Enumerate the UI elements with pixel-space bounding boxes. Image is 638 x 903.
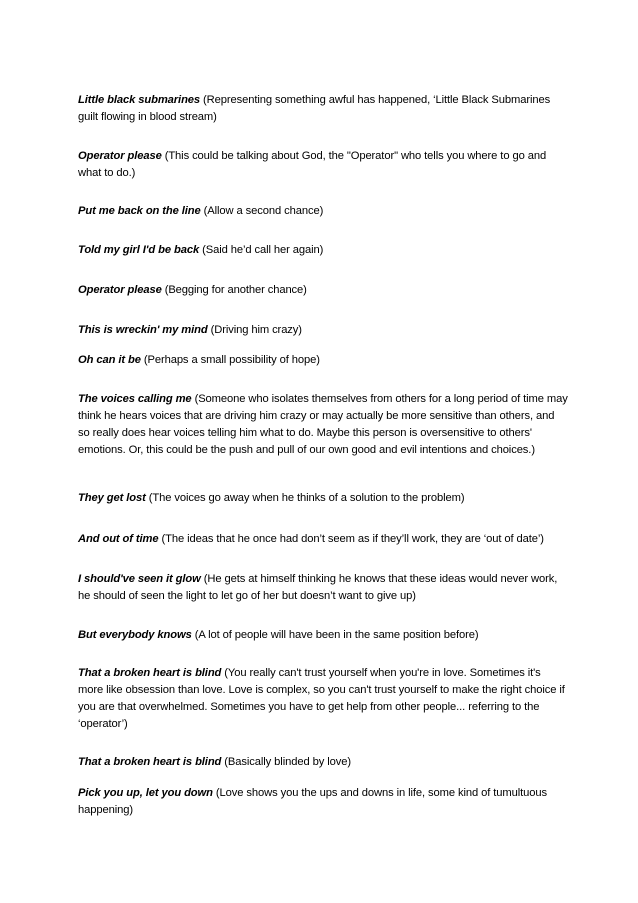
lyric-note: (Said he’d call her again) xyxy=(199,244,324,256)
lyric-note: (Begging for another chance) xyxy=(161,284,307,296)
lyric-note: (A lot of people will have been in the same position before) xyxy=(191,629,479,641)
lyric-entry-11 xyxy=(78,571,568,605)
lyric-entry-6 xyxy=(78,322,568,339)
lyric-entry-9 xyxy=(78,490,568,507)
lyric-note: (Perhaps a small possibility of hope) xyxy=(140,354,320,366)
lyric-line: They get lost xyxy=(78,492,146,504)
lyric-line: But everybody knows xyxy=(78,629,192,641)
lyric-line: Put me back on the line xyxy=(78,205,201,217)
lyric-entry-4 xyxy=(78,242,568,259)
lyric-line: And out of time xyxy=(78,533,159,545)
lyric-entry-5 xyxy=(78,282,568,299)
lyric-entry-2 xyxy=(78,148,568,182)
lyric-note: (Basically blinded by love) xyxy=(221,756,351,768)
lyric-note: (You really can't trust yourself when you're in love. Sometimes it's more like obsession than love. Love is complex, so you can't trust yourself to make the right choice if you are that overwhelmed. Sometimes you have to get help from other people... referring to the ‘operator’) xyxy=(78,667,565,730)
lyric-note: (Driving him crazy) xyxy=(207,324,302,336)
lyric-entry-12 xyxy=(78,627,568,644)
lyric-line: The voices calling me xyxy=(78,393,192,405)
lyric-entry-14 xyxy=(78,754,568,771)
lyric-line: That a broken heart is blind xyxy=(78,667,222,679)
lyric-line: Operator please xyxy=(78,150,162,162)
lyric-line: Pick you up, let you down xyxy=(78,787,213,799)
lyric-line: Operator please xyxy=(78,284,162,296)
lyric-entry-13 xyxy=(78,665,568,733)
lyric-line: I should've seen it glow xyxy=(78,573,201,585)
lyric-note: (The voices go away when he thinks of a solution to the problem) xyxy=(145,492,465,504)
lyric-entry-8 xyxy=(78,391,568,459)
lyric-entry-7 xyxy=(78,352,568,369)
lyric-line: Little black submarines xyxy=(78,94,201,106)
lyric-note: (He gets at himself thinking he knows that these ideas would never work, he should of seen the light to let go of her but doesn’t want to give up) xyxy=(78,573,558,602)
lyric-note: (Love shows you the ups and downs in life, some kind of tumultuous happening) xyxy=(78,787,547,816)
lyric-line: Told my girl I'd be back xyxy=(78,244,200,256)
lyric-line: This is wreckin' my mind xyxy=(78,324,208,336)
lyric-note: (The ideas that he once had don’t seem as if they’ll work, they are ‘out of date’) xyxy=(158,533,544,545)
lyric-entry-15 xyxy=(78,785,568,819)
lyric-note: (Representing something awful has happened, ‘Little Black Submarines guilt flowing in blood stream) xyxy=(78,94,551,123)
lyric-entry-3 xyxy=(78,203,568,220)
lyric-entry-10 xyxy=(78,531,568,548)
lyric-note: (Allow a second chance) xyxy=(200,205,324,217)
lyric-note: (Someone who isolates themselves from others for a long period of time may think he hears voices that are driving him crazy or may actually be more sensitive than others, and so really does hear voices telling him what to do. Maybe this person is oversensitive to others' emotions. Or, this could be the push and pull of our own good and evil intentions and choices.) xyxy=(78,393,568,456)
lyric-line: That a broken heart is blind xyxy=(78,756,222,768)
lyric-note: (This could be talking about God, the "Operator" who tells you where to go and what to do.) xyxy=(78,150,547,179)
lyric-entry-1 xyxy=(78,92,568,126)
lyric-line: Oh can it be xyxy=(78,354,141,366)
